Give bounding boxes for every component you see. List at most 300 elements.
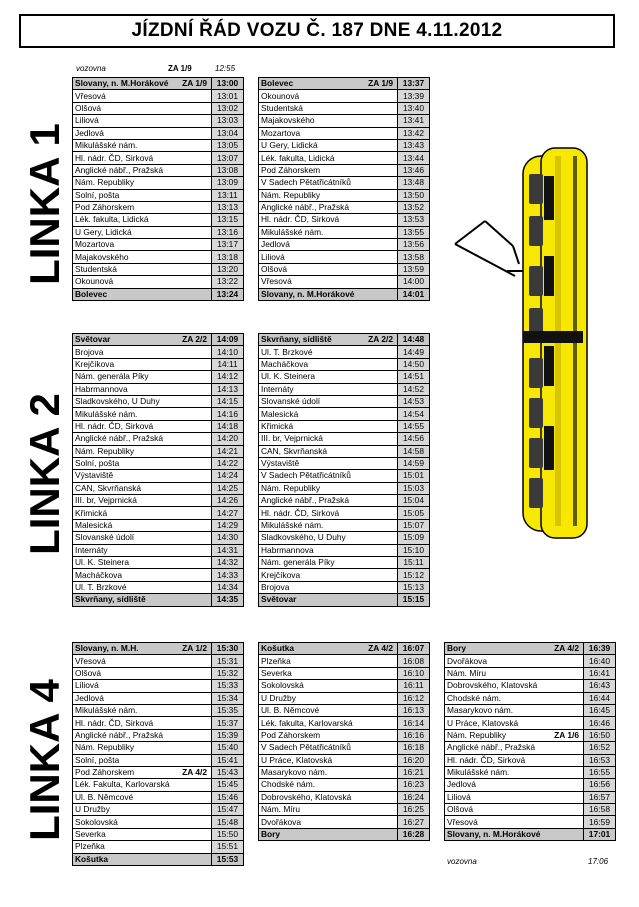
stop-label: Macháčkova: [75, 569, 123, 580]
stop-name: [259, 754, 398, 766]
stop-time: 14:49: [398, 346, 430, 358]
table-row: [73, 470, 244, 482]
table-row: [73, 692, 244, 704]
stop-time: 13:24: [212, 288, 244, 300]
table-row: [259, 519, 430, 531]
stop-name: [73, 507, 212, 519]
stop-name: [445, 791, 584, 803]
table-row: [259, 214, 430, 226]
stop-time: 14:18: [212, 420, 244, 432]
stop-label: Hl. nádr. ČD, Sirková: [75, 717, 154, 728]
stop-time: 16:20: [398, 754, 430, 766]
stop-label: Lék. fakulta, Lidická: [75, 214, 149, 225]
stop-time: 14:11: [212, 358, 244, 370]
table-row: [73, 177, 244, 189]
table-footer-row: [259, 828, 430, 840]
table-row: [445, 804, 616, 816]
stop-time: 13:07: [212, 152, 244, 164]
stop-label: III. br, Vejprnická: [261, 433, 323, 444]
stop-time: 15:48: [212, 816, 244, 828]
stop-name: [73, 704, 212, 716]
stop-time: 13:39: [398, 90, 430, 102]
za-code: ZA 2/2: [182, 334, 207, 344]
stop-name: [259, 544, 398, 556]
table-row: [259, 239, 430, 251]
stop-label: Plzeňka: [75, 841, 105, 852]
table-row: [73, 557, 244, 569]
stop-name: [259, 532, 398, 544]
stop-name: [73, 557, 212, 569]
table-row: [73, 90, 244, 102]
stop-time: 14:52: [398, 383, 430, 395]
table-row: [259, 557, 430, 569]
stop-name: [259, 346, 398, 358]
stop-name: [259, 569, 398, 581]
stop-name: [73, 779, 212, 791]
stop-label: Vřesová: [447, 816, 478, 827]
stop-label: Dobrovského, Klatovská: [447, 680, 538, 691]
table-row: [259, 433, 430, 445]
table-row: [259, 692, 430, 704]
stop-name: [259, 139, 398, 151]
stop-label: Vřesová: [261, 276, 292, 287]
stop-name: [73, 742, 212, 754]
stop-label: Ul. K. Steinera: [75, 557, 129, 568]
stop-name: [259, 201, 398, 213]
stop-name: [259, 519, 398, 531]
stop-time: 14:59: [398, 457, 430, 469]
stop-label: U Práce, Klatovská: [447, 717, 519, 728]
table-row: [259, 115, 430, 127]
table-row: [259, 102, 430, 114]
table-row: [73, 779, 244, 791]
stop-label: Slovany, n. M.H.: [75, 643, 139, 654]
stop-name: [259, 804, 398, 816]
stop-time: 17:01: [584, 828, 616, 840]
stop-name: [73, 655, 212, 667]
stop-name: [259, 395, 398, 407]
table-row: [445, 692, 616, 704]
za-code: ZA 1/9: [182, 78, 207, 88]
stop-time: 15:35: [212, 704, 244, 716]
stop-name: [259, 189, 398, 201]
table-row: [259, 507, 430, 519]
vozovna-bottom-label: vozovna: [447, 857, 477, 866]
stop-name: [259, 742, 398, 754]
table-row: [73, 358, 244, 370]
table-row: [73, 395, 244, 407]
table-row: [73, 214, 244, 226]
table-row: [73, 544, 244, 556]
stop-label: Liliová: [447, 791, 471, 802]
table-row: [259, 470, 430, 482]
table-row: [73, 766, 244, 778]
stop-label: Macháčkova: [261, 358, 309, 369]
stop-label: Chodské nám.: [261, 779, 315, 790]
table-row: [259, 226, 430, 238]
table-row: [73, 519, 244, 531]
stop-name: [259, 667, 398, 679]
stop-label: U Práce, Klatovská: [261, 754, 333, 765]
stop-label: Slovany, n. M.Horákové: [261, 288, 355, 299]
table-row: [259, 395, 430, 407]
stop-name: [445, 680, 584, 692]
table-row: [73, 655, 244, 667]
stop-label: Malesická: [261, 408, 299, 419]
stop-label: Internáty: [261, 383, 294, 394]
stop-label: Pod Záhorskem: [75, 202, 135, 213]
stop-time: 16:55: [584, 766, 616, 778]
stop-time: 16:58: [584, 804, 616, 816]
stop-label: V Sadech Pětatřicátníků: [261, 742, 351, 753]
stop-label: Okounová: [261, 90, 300, 101]
stop-time: 16:11: [398, 680, 430, 692]
stop-time: 16:53: [584, 754, 616, 766]
stop-name: [73, 177, 212, 189]
stop-name: [259, 655, 398, 667]
stop-label: Bory: [447, 643, 467, 654]
stop-name: [73, 445, 212, 457]
stop-time: 15:11: [398, 557, 430, 569]
stop-label: Nám. Republiky: [75, 445, 135, 456]
table-row: [445, 717, 616, 729]
stop-time: 13:48: [398, 177, 430, 189]
stop-time: 16:18: [398, 742, 430, 754]
table-row: [73, 383, 244, 395]
stop-time: 14:15: [212, 395, 244, 407]
stop-name: [259, 828, 398, 840]
stop-label: Malesická: [75, 520, 113, 531]
stop-label: Majakovského: [75, 251, 129, 262]
stop-name: [259, 643, 398, 655]
linka-2-label: LINKA 2: [21, 393, 68, 555]
table-row: [259, 804, 430, 816]
table-row: [259, 704, 430, 716]
stop-time: 13:40: [398, 102, 430, 114]
table-row: [73, 164, 244, 176]
stop-time: 14:25: [212, 482, 244, 494]
stop-time: 13:44: [398, 152, 430, 164]
stop-time: 15:47: [212, 804, 244, 816]
stop-name: [259, 594, 398, 606]
stop-label: Hl. nádr. ČD, Sirková: [261, 507, 340, 518]
stop-name: [259, 495, 398, 507]
stop-time: 16:27: [398, 816, 430, 828]
stop-time: 16:44: [584, 692, 616, 704]
stop-label: Anglické nábř., Pražská: [75, 164, 163, 175]
stop-time: 13:42: [398, 127, 430, 139]
table-row: [73, 816, 244, 828]
stop-label: Vřesová: [75, 655, 106, 666]
stop-name: [73, 680, 212, 692]
table-row: [259, 532, 430, 544]
stop-name: [259, 371, 398, 383]
stop-label: Olšová: [75, 102, 102, 113]
table-row: [259, 457, 430, 469]
stop-name: [445, 766, 584, 778]
za-code: ZA 1/6: [554, 729, 579, 740]
stop-name: [445, 754, 584, 766]
stop-time: 16:52: [584, 742, 616, 754]
table-row: [259, 766, 430, 778]
stop-name: [445, 779, 584, 791]
table-row: [259, 408, 430, 420]
stop-label: Severka: [75, 829, 106, 840]
stop-label: Skvrňany, sídliště: [261, 334, 332, 345]
stop-time: 16:12: [398, 692, 430, 704]
tram-articulation: [523, 331, 583, 343]
stop-time: 14:56: [398, 433, 430, 445]
stop-name: [73, 288, 212, 300]
stop-label: Ul. K. Steinera: [261, 371, 315, 382]
stop-time: 14:30: [212, 532, 244, 544]
table-row: [73, 263, 244, 275]
stop-name: [259, 692, 398, 704]
stop-name: [73, 816, 212, 828]
stop-name: [73, 127, 212, 139]
stop-label: Sladkovského, U Duhy: [75, 396, 160, 407]
stop-time: 14:21: [212, 445, 244, 457]
stop-label: Hl. nádr. ČD, Sirková: [261, 214, 340, 225]
stop-time: 13:46: [398, 164, 430, 176]
stop-name: [73, 729, 212, 741]
stop-label: CAN, Skvrňanská: [75, 482, 142, 493]
table-row: [73, 729, 244, 741]
stop-name: [445, 828, 584, 840]
stop-name: [259, 239, 398, 251]
stop-name: [445, 742, 584, 754]
stop-label: Křimická: [261, 420, 294, 431]
stop-label: Světovar: [75, 334, 111, 345]
stop-time: 14:55: [398, 420, 430, 432]
stop-time: 14:29: [212, 519, 244, 531]
stop-time: 15:30: [212, 643, 244, 655]
stop-name: [73, 420, 212, 432]
stop-label: Masarykovo nám.: [447, 705, 514, 716]
stop-time: 14:51: [398, 371, 430, 383]
table-row: [73, 791, 244, 803]
table-row: [259, 263, 430, 275]
stop-name: [259, 78, 398, 90]
timetable-linka4-out: [72, 642, 244, 866]
stop-name: [73, 853, 212, 865]
stop-time: 16:45: [584, 704, 616, 716]
stop-label: Internáty: [75, 544, 108, 555]
stop-label: Krejčíkova: [261, 569, 301, 580]
stop-label: V Sadech Pětatřicátníků: [261, 177, 351, 188]
stop-label: Dvořákova: [261, 816, 302, 827]
stop-name: [73, 754, 212, 766]
stop-name: [73, 189, 212, 201]
table-row: [259, 90, 430, 102]
stop-time: 16:57: [584, 791, 616, 803]
stop-label: Ul. T. Brzkové: [261, 346, 313, 357]
stop-time: 15:01: [398, 470, 430, 482]
timetable-linka1-back: [258, 77, 430, 301]
stop-time: 14:50: [398, 358, 430, 370]
stop-name: [73, 226, 212, 238]
stop-name: [73, 78, 212, 90]
table-row: [259, 371, 430, 383]
stop-time: 14:35: [212, 594, 244, 606]
stop-label: Bory: [261, 829, 281, 840]
stop-time: 16:56: [584, 779, 616, 791]
table-row: [259, 201, 430, 213]
stop-time: 14:31: [212, 544, 244, 556]
table-row: [73, 742, 244, 754]
table-row: [73, 457, 244, 469]
stop-name: [259, 704, 398, 716]
stop-label: Světovar: [261, 594, 297, 605]
stop-label: Nám. Republiky: [261, 482, 321, 493]
stop-name: [259, 102, 398, 114]
table-footer-row: [73, 288, 244, 300]
table-footer-row: [259, 594, 430, 606]
stop-label: Masarykovo nám.: [261, 767, 328, 778]
table-footer-row: [73, 594, 244, 606]
stop-name: [73, 152, 212, 164]
stop-time: 16:21: [398, 766, 430, 778]
stop-label: Bolevec: [261, 78, 294, 89]
table-row: [73, 507, 244, 519]
table-row: [259, 127, 430, 139]
stop-time: 16:23: [398, 779, 430, 791]
stop-label: Olšová: [75, 667, 102, 678]
table-row: [259, 495, 430, 507]
stop-label: Hl. nádr. ČD, Sirková: [75, 420, 154, 431]
stop-time: 16:46: [584, 717, 616, 729]
table-row: [445, 742, 616, 754]
stop-time: 16:59: [584, 816, 616, 828]
stop-time: 13:09: [212, 177, 244, 189]
table-footer-row: [73, 853, 244, 865]
stop-label: U Gery, Lidická: [75, 226, 132, 237]
table-row: [259, 482, 430, 494]
stop-name: [73, 791, 212, 803]
stop-label: Jedlová: [75, 692, 104, 703]
stop-time: 13:05: [212, 139, 244, 151]
stop-time: 16:07: [398, 643, 430, 655]
stop-name: [73, 276, 212, 288]
stop-name: [73, 667, 212, 679]
stop-name: [73, 470, 212, 482]
table-header-row: [73, 334, 244, 346]
table-row: [445, 667, 616, 679]
table-row: [445, 754, 616, 766]
table-header-row: [73, 643, 244, 655]
table-row: [445, 766, 616, 778]
stop-label: Dobrovského, Klatovská: [261, 791, 352, 802]
stop-label: Krejčíkova: [75, 358, 115, 369]
stop-name: [73, 263, 212, 275]
stop-name: [73, 433, 212, 445]
table-row: [445, 704, 616, 716]
stop-label: Nám. Republiky: [447, 729, 507, 740]
stop-label: Hl. nádr. ČD, Sirková: [75, 152, 154, 163]
stop-name: [73, 334, 212, 346]
stop-time: 13:16: [212, 226, 244, 238]
stop-name: [259, 383, 398, 395]
stop-name: [259, 680, 398, 692]
stop-label: Nám. Republiky: [261, 189, 321, 200]
stop-name: [73, 569, 212, 581]
stop-time: 15:09: [398, 532, 430, 544]
stop-label: Habrmannova: [75, 383, 128, 394]
stop-time: 13:37: [398, 78, 430, 90]
table-header-row: [259, 334, 430, 346]
stop-time: 15:50: [212, 828, 244, 840]
stop-name: [259, 557, 398, 569]
stop-label: Jedlová: [261, 239, 290, 250]
table-row: [73, 115, 244, 127]
stop-time: 13:56: [398, 239, 430, 251]
stop-time: 16:10: [398, 667, 430, 679]
stop-name: [73, 214, 212, 226]
stop-name: [73, 828, 212, 840]
stop-label: Lék. fakulta, Lidická: [261, 152, 335, 163]
stop-time: 13:43: [398, 139, 430, 151]
stop-label: Slovany, n. M.Horákové: [447, 829, 541, 840]
table-row: [259, 358, 430, 370]
stop-time: 14:53: [398, 395, 430, 407]
stop-name: [73, 457, 212, 469]
linka-1-label: LINKA 1: [21, 123, 68, 285]
stop-time: 16:41: [584, 667, 616, 679]
stop-name: [73, 115, 212, 127]
stop-name: [445, 816, 584, 828]
table-row: [259, 276, 430, 288]
stop-label: Mikulášské nám.: [447, 767, 510, 778]
table-row: [259, 164, 430, 176]
stop-name: [259, 90, 398, 102]
stop-time: 15:12: [398, 569, 430, 581]
stop-name: [259, 717, 398, 729]
stop-name: [259, 791, 398, 803]
stop-label: Nám. generála Píky: [261, 557, 335, 568]
table-row: [259, 152, 430, 164]
stop-time: 15:41: [212, 754, 244, 766]
stop-time: 13:58: [398, 251, 430, 263]
table-row: [73, 201, 244, 213]
stop-label: Plzeňka: [261, 655, 291, 666]
stop-label: Jedlová: [75, 127, 104, 138]
table-row: [259, 383, 430, 395]
stop-time: 15:51: [212, 841, 244, 853]
table-row: [73, 371, 244, 383]
stop-label: Vřesová: [75, 90, 106, 101]
linka-4-label: LINKA 4: [21, 679, 68, 841]
stop-name: [73, 102, 212, 114]
stop-time: 14:24: [212, 470, 244, 482]
vozovna-bottom-time: 17:06: [588, 857, 609, 866]
stop-name: [259, 276, 398, 288]
stop-time: 13:52: [398, 201, 430, 213]
stop-label: Nám. Míru: [447, 667, 487, 678]
stop-time: 13:41: [398, 115, 430, 127]
stop-label: Slovanské údolí: [75, 532, 135, 543]
za-code: ZA 2/2: [368, 334, 393, 344]
stop-name: [445, 655, 584, 667]
stop-label: Chodské nám.: [447, 692, 501, 703]
stop-label: Mikulášské nám.: [261, 520, 324, 531]
table-row: [259, 655, 430, 667]
table-row: [73, 139, 244, 151]
table-row: [259, 569, 430, 581]
stop-time: 16:50: [584, 729, 616, 741]
stop-label: U Družby: [261, 692, 296, 703]
stop-name: [259, 470, 398, 482]
stop-time: 14:58: [398, 445, 430, 457]
